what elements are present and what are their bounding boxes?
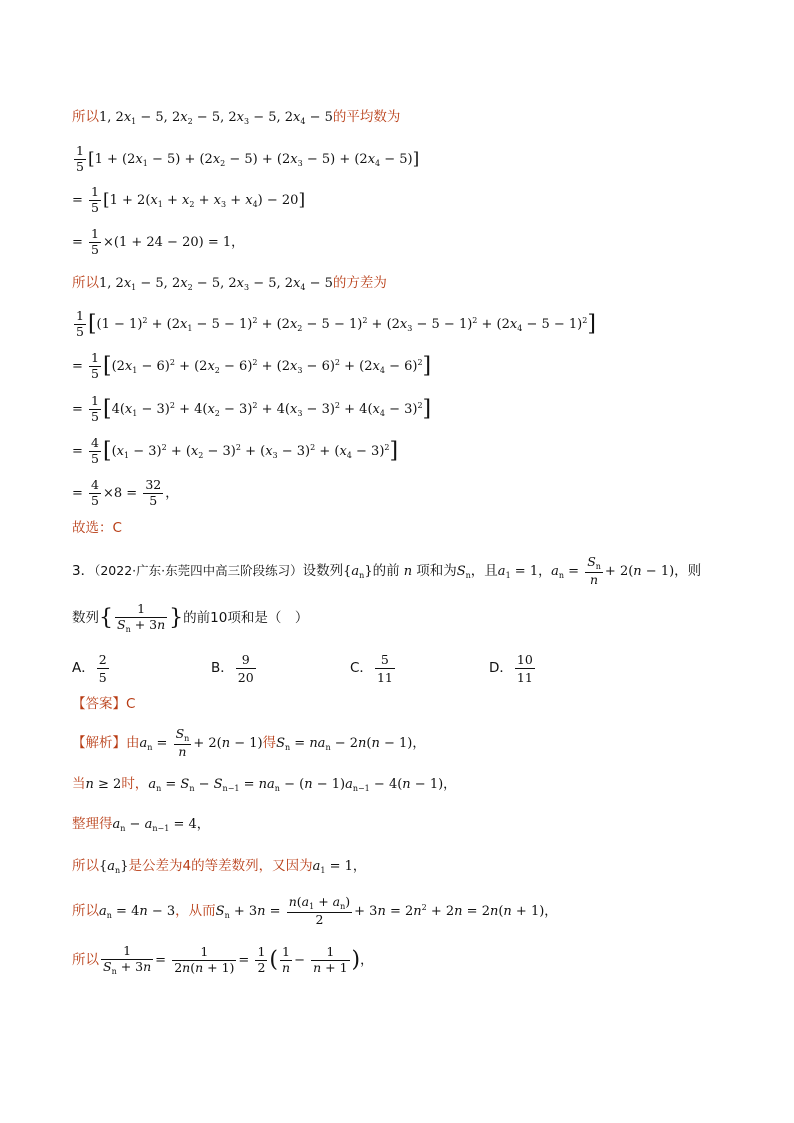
text-arith: 是公差为4的等差数列，又因为 [128,858,313,874]
option-d-den: 11 [516,670,533,685]
option-d-label: D． [489,660,513,676]
option-d-num: 10 [516,652,533,667]
text-when: 当 [72,776,86,792]
variance-formula-line: $\frac{1}{5}$ $[(1 - 1)^2 + (2x_1 - 5 - 1)^2 + (2x_2 - 5 - 1)^2 + (2x_3 - 5 - 1)^2 + (2x_4 - 5 - 1)^2]$ [76,308,596,339]
analysis-line-5: 所以$a_n = 4n - 3$，从而$S_n + 3n$ = $\frac{n(a_1 + a_n)}{2}$ + $3n = 2n^2 + 2n = 2n(n + 1)$， [72,894,558,927]
text-so: 所以 [72,109,99,125]
variance-step-1: = $\frac{1}{5}$ $[(2x_1 - 6)^2 + (2x_2 - 6)^2 + (2x_3 - 6)^2 + (2x_4 - 6)^2]$ [72,350,432,381]
text-variance-tail: 的方差为 [332,275,387,291]
answer-select: 故选：C [72,520,122,536]
text-when-2: 时， [121,776,149,792]
q3-text-b: 的前 [372,562,400,579]
option-b[interactable] [211,652,258,685]
mean-step-2: = $\frac{1}{5}$ ×(1 + 24 − 20) = 1， [72,226,245,257]
option-c[interactable] [350,652,397,685]
option-b-den: 20 [237,670,254,685]
analysis-line-2: 当n ≥ 2时，$a_n = S_n - S_{n-1} = na_n - (n - 1)a_{n-1} - 4(n - 1)$， [72,776,457,793]
variance-result: = $\frac{4}{5}$ ×8 = $\frac{32}{5}$ ， [72,477,179,508]
text-so-4: 所以 [72,902,99,919]
q3-text-d: ，且 [470,562,498,579]
analysis-line-1: 【解析】由$a_n$ = $\frac{S_n}{n}$ + 2(n − 1)得$S_n = na_n - 2n(n - 1)$， [72,726,426,759]
analysis-line-4: 所以$\{a_n\}$是公差为4的等差数列，又因为$a_1 = 1$， [72,858,366,875]
text-get: 得 [262,734,277,751]
option-a-num: 2 [98,652,107,667]
sequence-expression: 1, $2x_1 - 5$, $2x_2 - 5$, $2x_3 - 5$, $2x_4 - 5$ [99,110,333,126]
option-c-den: 11 [376,670,393,685]
answer-select-line [72,522,122,536]
text-by: 由 [126,734,140,751]
mean-step-1: = $\frac{1}{5}$ $[1 + 2(x_1 + x_2 + x_3 + x_4) - 20]$ [72,184,306,215]
fraction-one-fifth: $\frac{1}{5}$ [76,143,84,174]
analysis-line-3: 整理得$a_n - a_{n-1} = 4$， [72,816,210,833]
q3-text-g: 的前10项和是（ ） [183,609,309,626]
mean-intro-line [72,111,400,126]
q3-text-e: ，则 [674,562,702,579]
variance-intro-line: 所以1, $2x_1 - 5$, $2x_2 - 5$, $2x_3 - 5$, $2x_4 - 5$的方差为 [72,275,387,292]
text-so-3: 所以 [72,858,99,874]
analysis-label: 【解析】 [72,734,126,751]
text-mean-tail: 的平均数为 [332,109,401,125]
analysis-line-6: 所以 $\frac{1}{S_n + 3n}$ = $\frac{1}{2n(n + 1)}$ = $\frac{1}{2}$ ( $\frac{1}{n}$ − $\frac{1}{n + 1}$ )， [72,943,374,976]
option-c-num: 5 [380,652,389,667]
text-so-5: 所以 [72,951,99,968]
variance-step-3: = $\frac{4}{5}$ $[(x_1 - 3)^2 + (x_2 - 3)^2 + (x_3 - 3)^2 + (x_4 - 3)^2]$ [72,435,399,466]
question-source: （2022·广东·东莞四中高三阶段练习） [94,562,303,578]
option-a-den: 5 [98,670,107,685]
text-so-2: 所以 [72,275,99,291]
q3-text-a: 设数列 [302,562,344,579]
option-b-label: B． [211,660,234,676]
mean-formula-line: $\frac{1}{5}$ $[1 + (2x_1 - 5) + (2x_2 - 5) + (2x_3 - 5) + (2x_4 - 5)]$ [76,143,420,174]
option-a-label: A． [72,660,95,676]
option-b-num: 9 [241,652,250,667]
answer-line [72,698,135,712]
option-a[interactable] [72,652,111,685]
question-number: 3． [72,562,95,579]
answer-label: 【答案】C [72,696,136,712]
q3-text-f: 数列 [72,609,99,626]
variance-step-2: = $\frac{1}{5}$ $[4(x_1 - 3)^2 + 4(x_2 - 3)^2 + 4(x_3 - 3)^2 + 4(x_4 - 3)^2]$ [72,393,432,424]
question-3-line-2: 数列{ $\frac{1}{S_n + 3n}$ }的前10项和是（ ） [72,601,309,634]
text-thus: ，从而 [175,902,216,919]
option-c-label: C． [350,660,373,676]
q3-text-c: 项和为 [416,562,457,579]
question-3-line-1: 3．（2022·广东·东莞四中高三阶段练习）设数列$\{a_n\}$的前 n 项和为$S_n$，且$a_1 = 1$，$a_n$ = $\frac{S_n}{n}$ + 2(n − 1)，则 [72,554,702,587]
option-d[interactable] [489,652,537,685]
text-simplify: 整理得 [72,816,113,832]
